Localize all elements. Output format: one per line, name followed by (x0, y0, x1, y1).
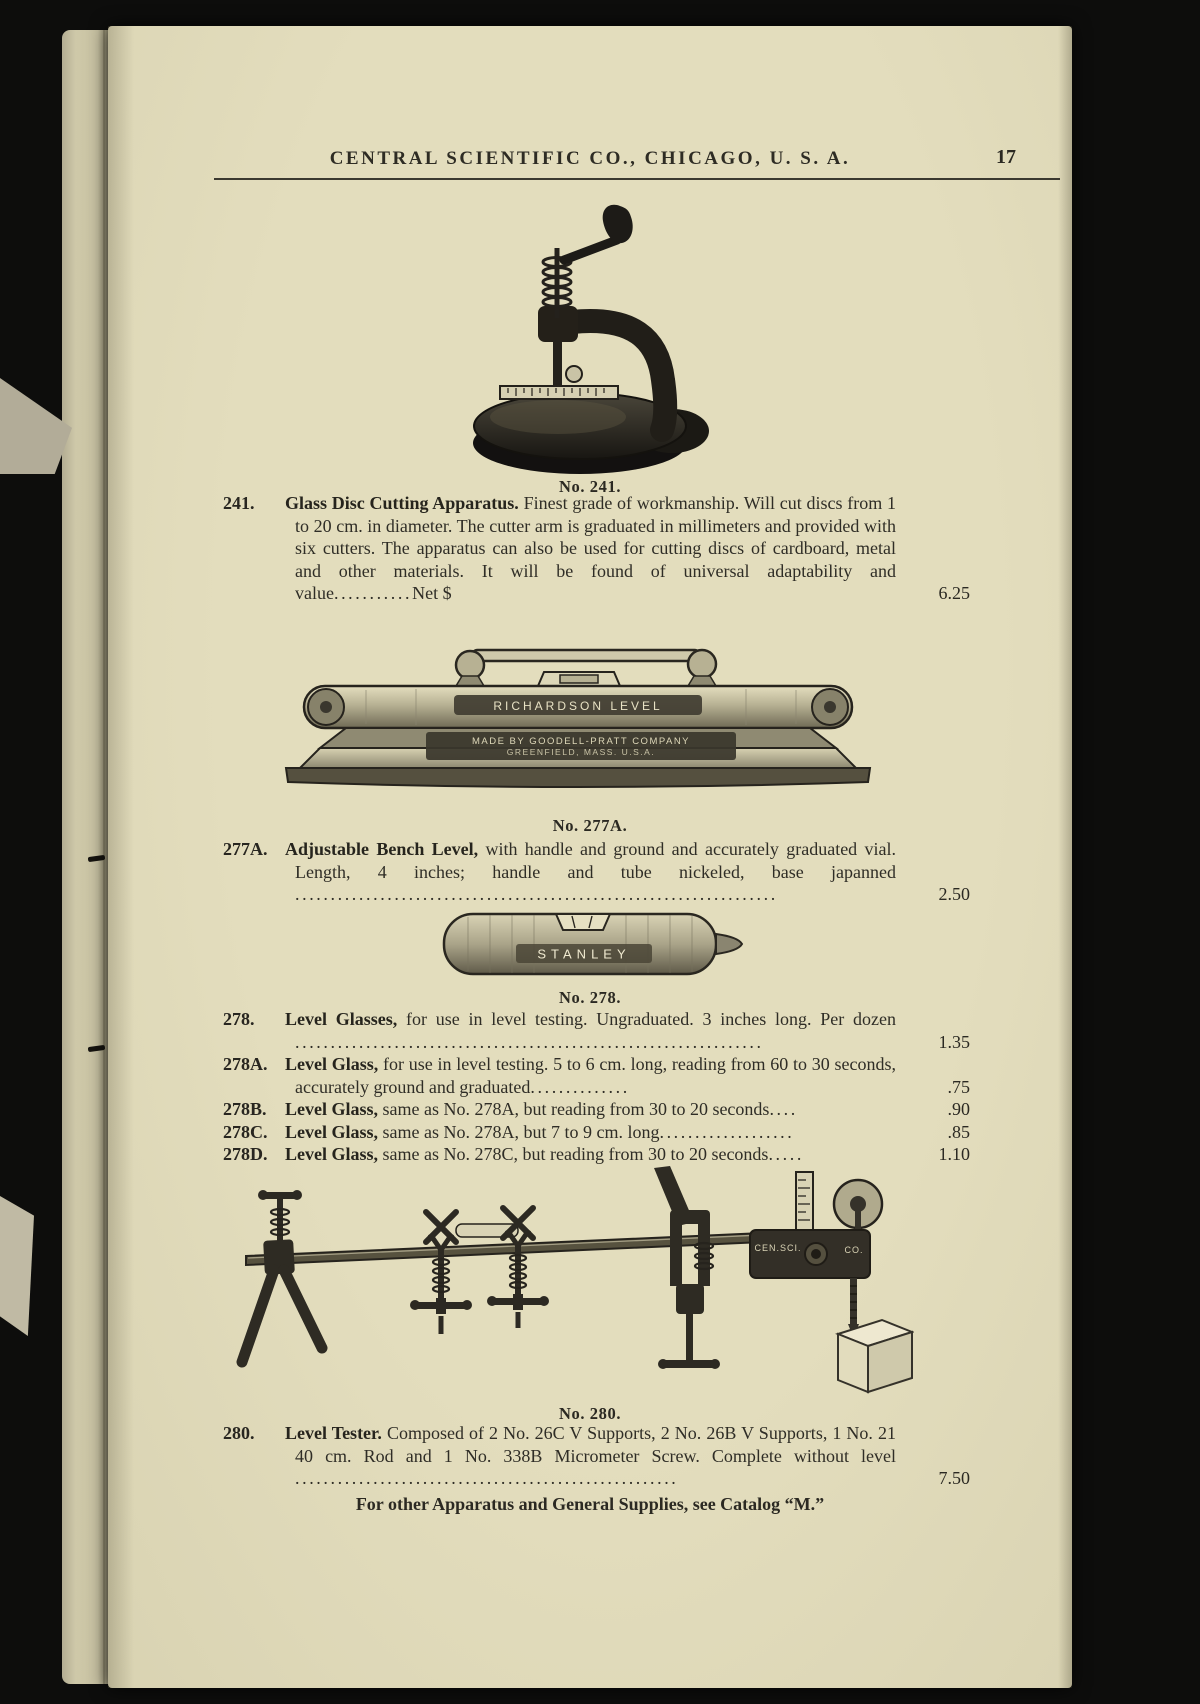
spring-and-crank (543, 205, 633, 318)
catalog-item-278 (223, 1008, 970, 1053)
spindle-and-cutter-arm (500, 340, 618, 399)
item-price: 7.50 (938, 1468, 970, 1488)
item-description: Level Tester. Composed of 2 No. 26C V Supports, 2 No. 26B V Supports, 1 No. 21 40 cm. Rod and 1 No. 338B Micrometer Screw. Complete without level ...................................................... (285, 1423, 896, 1488)
left-v-support (242, 1190, 322, 1362)
item-price: .90 (947, 1099, 970, 1119)
item-number: 241. (223, 493, 255, 513)
adjacent-page-fragment (0, 1196, 34, 1336)
item-number: 278A. (223, 1054, 268, 1074)
illustration-caption: No. 277A. (552, 816, 628, 835)
item-description: Level Glass, same as No. 278C, but reading from 30 to 20 seconds..... (285, 1144, 804, 1164)
maker-name-text: MADE BY GOODELL-PRATT COMPANY (471, 736, 691, 747)
catalog-item-278c (223, 1121, 970, 1144)
item-description: Level Glass, for use in level testing. 5 to 6 cm. long, reading from 60 to 30 seconds, accurately ground and graduated.............. (285, 1054, 897, 1097)
level-tester-illustration (226, 1166, 914, 1398)
test-block (838, 1320, 912, 1392)
item-number: 278C. (223, 1121, 268, 1142)
brand-text: STANLEY (537, 946, 631, 962)
maker-abbrev-right: CO. (844, 1245, 864, 1255)
item-price: 6.25 (938, 583, 970, 603)
item-number: 277A. (223, 839, 268, 859)
item-number: 280. (223, 1423, 255, 1443)
footer-note: For other Apparatus and General Supplies, see Catalog “M.” (355, 1494, 825, 1514)
maker-city-text: GREENFIELD, MASS. U.S.A. (506, 747, 656, 757)
catalog-item-278a (223, 1053, 970, 1098)
illustration-caption: No. 241. (558, 477, 622, 496)
disc-cutter-illustration (460, 200, 712, 478)
level-glass-illustration (438, 906, 750, 980)
item-description: Level Glass, same as No. 278A, but reading from 30 to 20 seconds.... (285, 1099, 798, 1119)
maker-abbrev-left: CEN.SCI. (754, 1243, 802, 1253)
level-name-plate: RICHARDSON LEVEL (493, 699, 663, 713)
page-number: 17 (996, 146, 1016, 168)
item-description: Glass Disc Cutting Apparatus. Finest grade of workmanship. Will cut discs from 1 to 20 cm. in diameter. The cutter arm is graduated in millimeters and provided with six cutters. The apparatus can also be used for cutting discs of cardboard, metal and other materials. It will be found of universal adaptability and value...........Net $ (285, 493, 896, 603)
item-description: Level Glasses, for use in level testing. Ungraduated. 3 inches long. Per dozen .................................................................. (285, 1009, 896, 1052)
glass-nipple (716, 934, 742, 954)
catalog-item-241 (223, 492, 970, 605)
illustration-caption: No. 278. (558, 988, 622, 1007)
item-price: 1.35 (938, 1031, 970, 1052)
item-price: 2.50 (938, 884, 970, 904)
micrometer-head (750, 1172, 882, 1338)
item-number: 278. (223, 1009, 255, 1029)
bench-level-illustration (276, 642, 880, 810)
catalog-item-280 (223, 1422, 970, 1490)
crank-knob (603, 205, 633, 243)
catalog-item-277a (223, 838, 970, 906)
large-clamp (654, 1166, 720, 1369)
catalog-page (108, 26, 1072, 1688)
header-rule (214, 178, 1060, 180)
tube (304, 686, 852, 728)
item-description: Adjustable Bench Level, with handle and ground and accurately graduated vial. Length, 4 inches; handle and tube nickeled, base japanned .................................................................... (285, 839, 896, 904)
item-number: 278D. (223, 1144, 268, 1164)
catalog-item-278b (223, 1098, 970, 1121)
catalog-item-278d (223, 1143, 970, 1166)
base (286, 728, 870, 787)
item-price: 1.10 (938, 1144, 970, 1164)
illustration-caption: No. 280. (558, 1404, 622, 1423)
vial-window (556, 914, 610, 930)
page-title: CENTRAL SCIENTIFIC CO., CHICAGO, U. S. A. (329, 148, 851, 169)
item-description: Level Glass, same as No. 278A, but 7 to 9 cm. long................... (285, 1121, 795, 1142)
item-price: .85 (947, 1121, 970, 1142)
vial-window (538, 672, 620, 686)
item-price: .75 (947, 1076, 970, 1097)
item-number: 278B. (223, 1099, 267, 1119)
